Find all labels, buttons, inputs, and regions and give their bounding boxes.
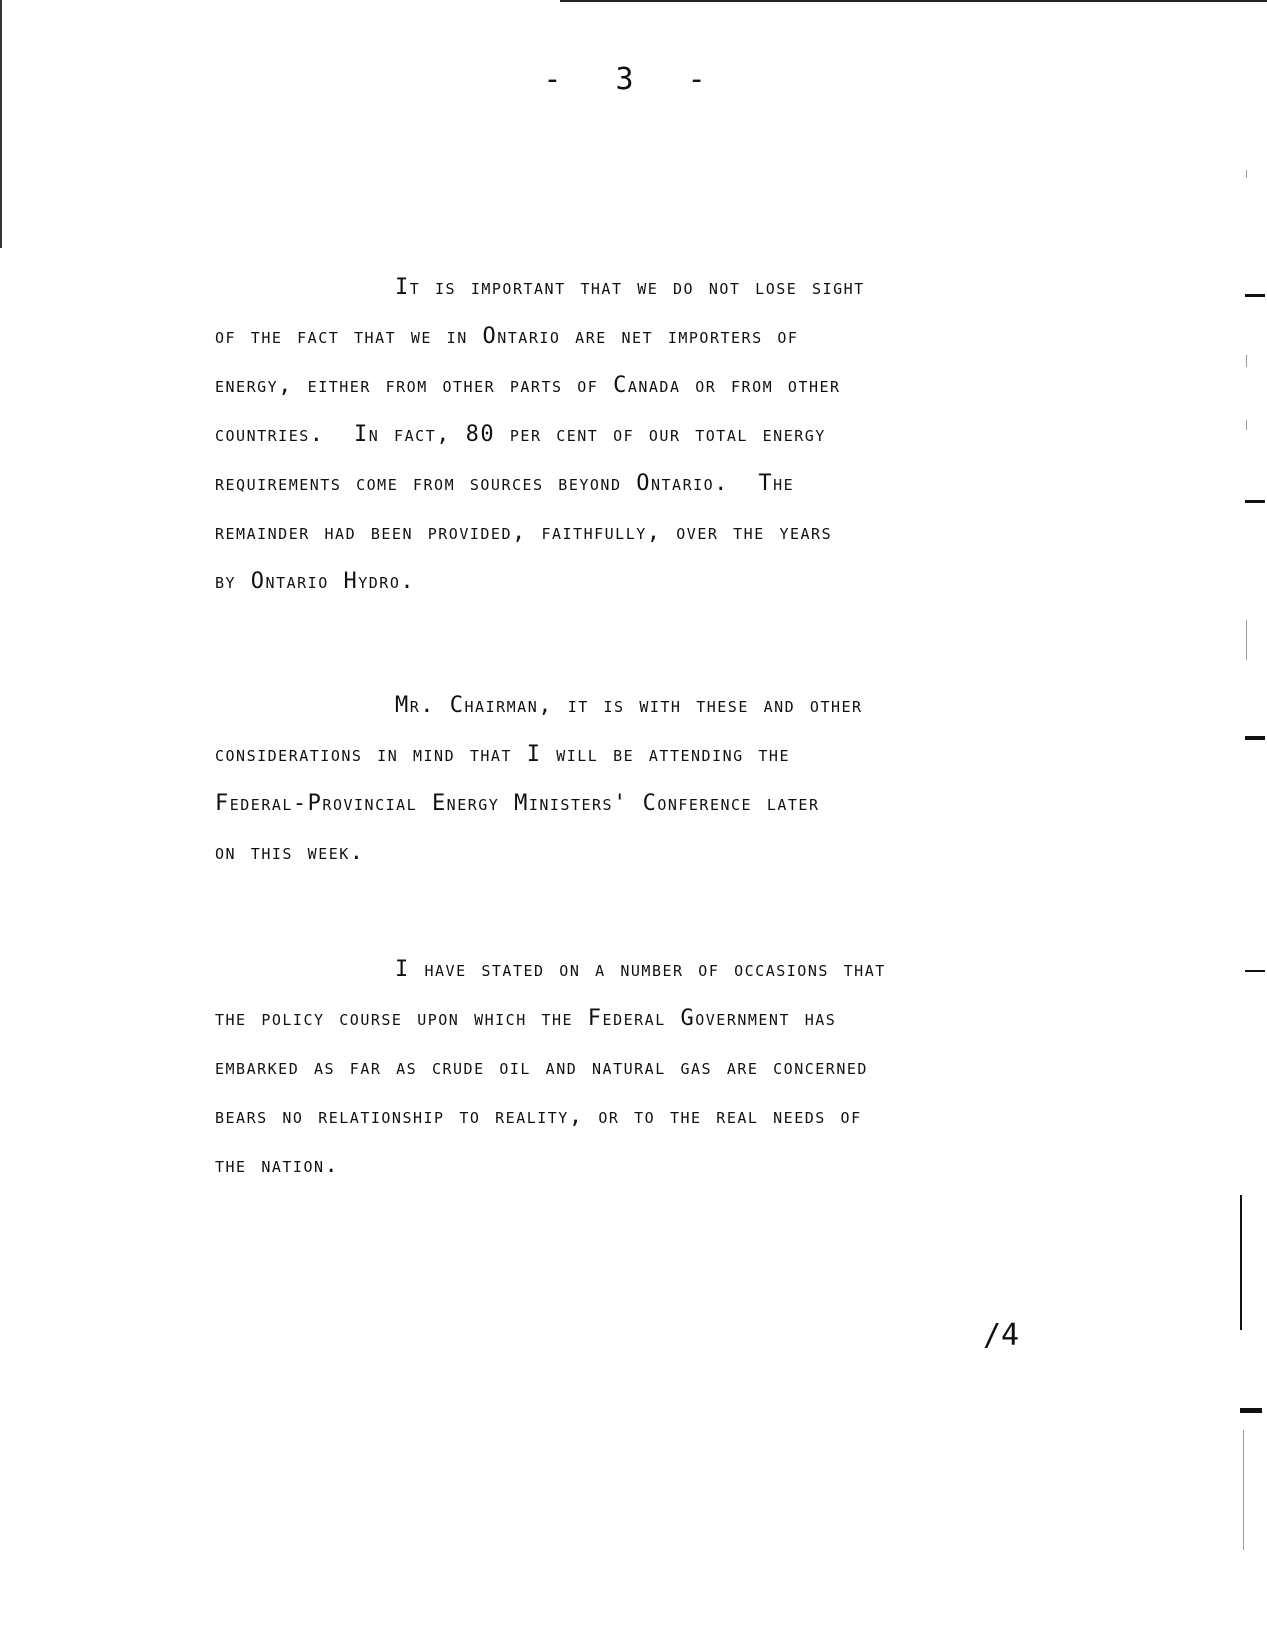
paragraph-2 xyxy=(215,681,1115,877)
paragraph-1 xyxy=(215,263,1115,606)
scan-speck xyxy=(1246,355,1247,367)
paragraph-line: I have stated on a number of occasions that xyxy=(395,957,886,982)
paragraph-line: embarked as far as crude oil and natural gas are concerned xyxy=(215,1055,868,1080)
paragraph-line: considerations in mind that I will be attending the xyxy=(215,742,790,767)
scan-mark xyxy=(1245,294,1265,297)
scan-speck xyxy=(1246,170,1247,178)
paragraph-line: Federal-Provincial Energy Ministers' Conference later xyxy=(215,791,820,816)
scan-mark xyxy=(1245,970,1265,972)
page-number: - 3 - xyxy=(543,62,724,97)
paragraph-line: of the fact that we in Ontario are net importers of xyxy=(215,324,799,349)
continuation-marker: /4 xyxy=(983,1318,1020,1353)
paragraph-line: requirements come from sources beyond Ontario. The xyxy=(215,471,795,496)
paragraph-3 xyxy=(215,945,1115,1190)
paragraph-line: remainder had been provided, faithfully, over the years xyxy=(215,520,833,545)
paragraph-line: countries. In fact, 80 per cent of our total energy xyxy=(215,422,826,447)
scan-edge-top xyxy=(560,0,1267,2)
scan-speck xyxy=(1246,420,1247,430)
paragraph-line: the nation. xyxy=(215,1153,340,1178)
paragraph-line: It is important that we do not lose sight xyxy=(395,275,865,300)
scan-mark xyxy=(1240,1408,1262,1413)
paragraph-line: energy, either from other parts of Canada or from other xyxy=(215,373,841,398)
paragraph-line: by Ontario Hydro. xyxy=(215,569,416,594)
paragraph-line: bears no relationship to reality, or to the real needs of xyxy=(215,1104,862,1129)
scan-mark xyxy=(1240,1195,1242,1330)
paragraph-line: Mr. Chairman, it is with these and other xyxy=(395,693,863,718)
paragraph-line: the policy course upon which the Federal Government has xyxy=(215,1006,837,1031)
scan-speck xyxy=(1246,620,1247,660)
scan-edge-left xyxy=(0,0,2,248)
paragraph-line: on this week. xyxy=(215,840,365,865)
scan-mark xyxy=(1245,736,1265,740)
scan-speck xyxy=(1243,1430,1244,1550)
scan-mark xyxy=(1245,500,1265,503)
